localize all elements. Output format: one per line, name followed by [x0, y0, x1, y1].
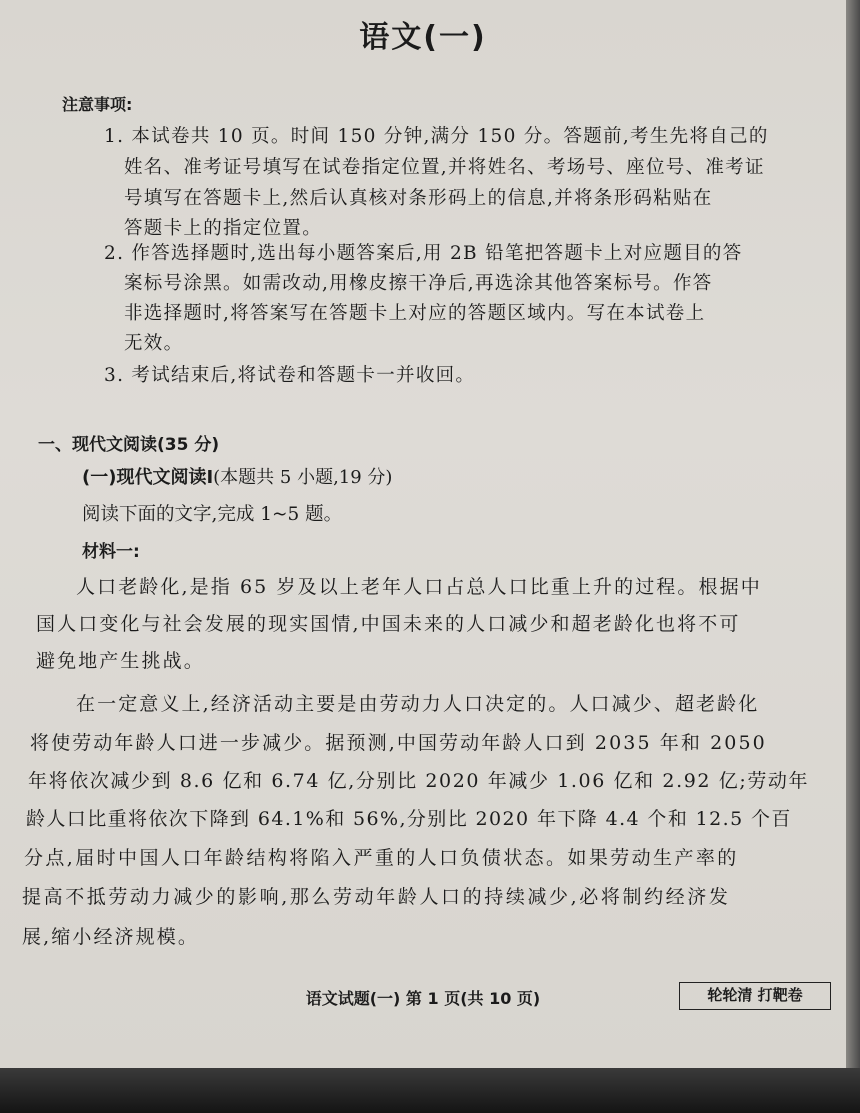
passage-line: 在一定意义上,经济活动主要是由劳动力人口决定的。人口减少、超老龄化 — [76, 693, 760, 715]
notes-heading: 注意事项: — [62, 95, 133, 114]
notes-line: 姓名、准考证号填写在试卷指定位置,并将姓名、考场号、座位号、准考证 — [124, 157, 765, 178]
sub-heading — [82, 463, 392, 489]
brand-stamp: 轮轮清 打靶卷 — [679, 982, 831, 1010]
notes-line: 答题卡上的指定位置。 — [124, 218, 323, 239]
sub-heading-title: (一)现代文阅读Ⅰ — [82, 467, 214, 488]
table-background — [0, 1068, 860, 1113]
notes-line: 非选择题时,将答案写在答题卡上对应的答题区域内。写在本试卷上 — [124, 303, 706, 324]
passage-line: 展,缩小经济规模。 — [22, 926, 199, 948]
notes-line: 号填写在答题卡上,然后认真核对条形码上的信息,并将条形码粘贴在 — [124, 188, 713, 209]
notes-line: 无效。 — [124, 333, 184, 354]
passage-line: 将使劳动年龄人口进一步减少。据预测,中国劳动年龄人口到 2035 年和 2050 — [30, 732, 767, 754]
notes-line: 2. 作答选择题时,选出每小题答案后,用 2B 铅笔把答题卡上对应题目的答 — [104, 243, 743, 264]
passage-line: 避免地产生挑战。 — [36, 650, 205, 672]
instruction-text: 阅读下面的文字,完成 1~5 题。 — [82, 504, 343, 525]
passage-line: 分点,届时中国人口年龄结构将陷入严重的人口负债状态。如果劳动生产率的 — [24, 847, 739, 869]
passage-line: 国人口变化与社会发展的现实国情,中国未来的人口减少和超老龄化也将不可 — [36, 613, 741, 635]
passage-line: 年将依次减少到 8.6 亿和 6.74 亿,分别比 2020 年减少 1.06 亿和 2.92 亿;劳动年 — [28, 770, 810, 792]
page-title: 语文(一) — [359, 20, 487, 55]
notes-line: 3. 考试结束后,将试卷和答题卡一并收回。 — [104, 365, 476, 386]
page-edge-shadow — [846, 0, 860, 1068]
notes-line: 案标号涂黑。如需改动,用橡皮擦干净后,再选涂其他答案标号。作答 — [124, 273, 713, 294]
notes-line: 1. 本试卷共 10 页。时间 150 分钟,满分 150 分。答题前,考生先将自己的 — [104, 126, 769, 147]
passage-line: 龄人口比重将依次下降到 64.1%和 56%,分别比 2020 年下降 4.4 个和 12.5 个百 — [26, 808, 792, 830]
passage-line: 人口老龄化,是指 65 岁及以上老年人口占总人口比重上升的过程。根据中 — [76, 576, 762, 598]
material-label: 材料一: — [82, 542, 140, 562]
section-heading: 一、现代文阅读(35 分) — [38, 435, 220, 455]
page-footer: 语文试题(一) 第 1 页(共 10 页) — [305, 989, 541, 1008]
sub-heading-note: (本题共 5 小题,19 分) — [213, 467, 393, 488]
passage-line: 提高不抵劳动力减少的影响,那么劳动年龄人口的持续减少,必将制约经济发 — [22, 886, 731, 908]
